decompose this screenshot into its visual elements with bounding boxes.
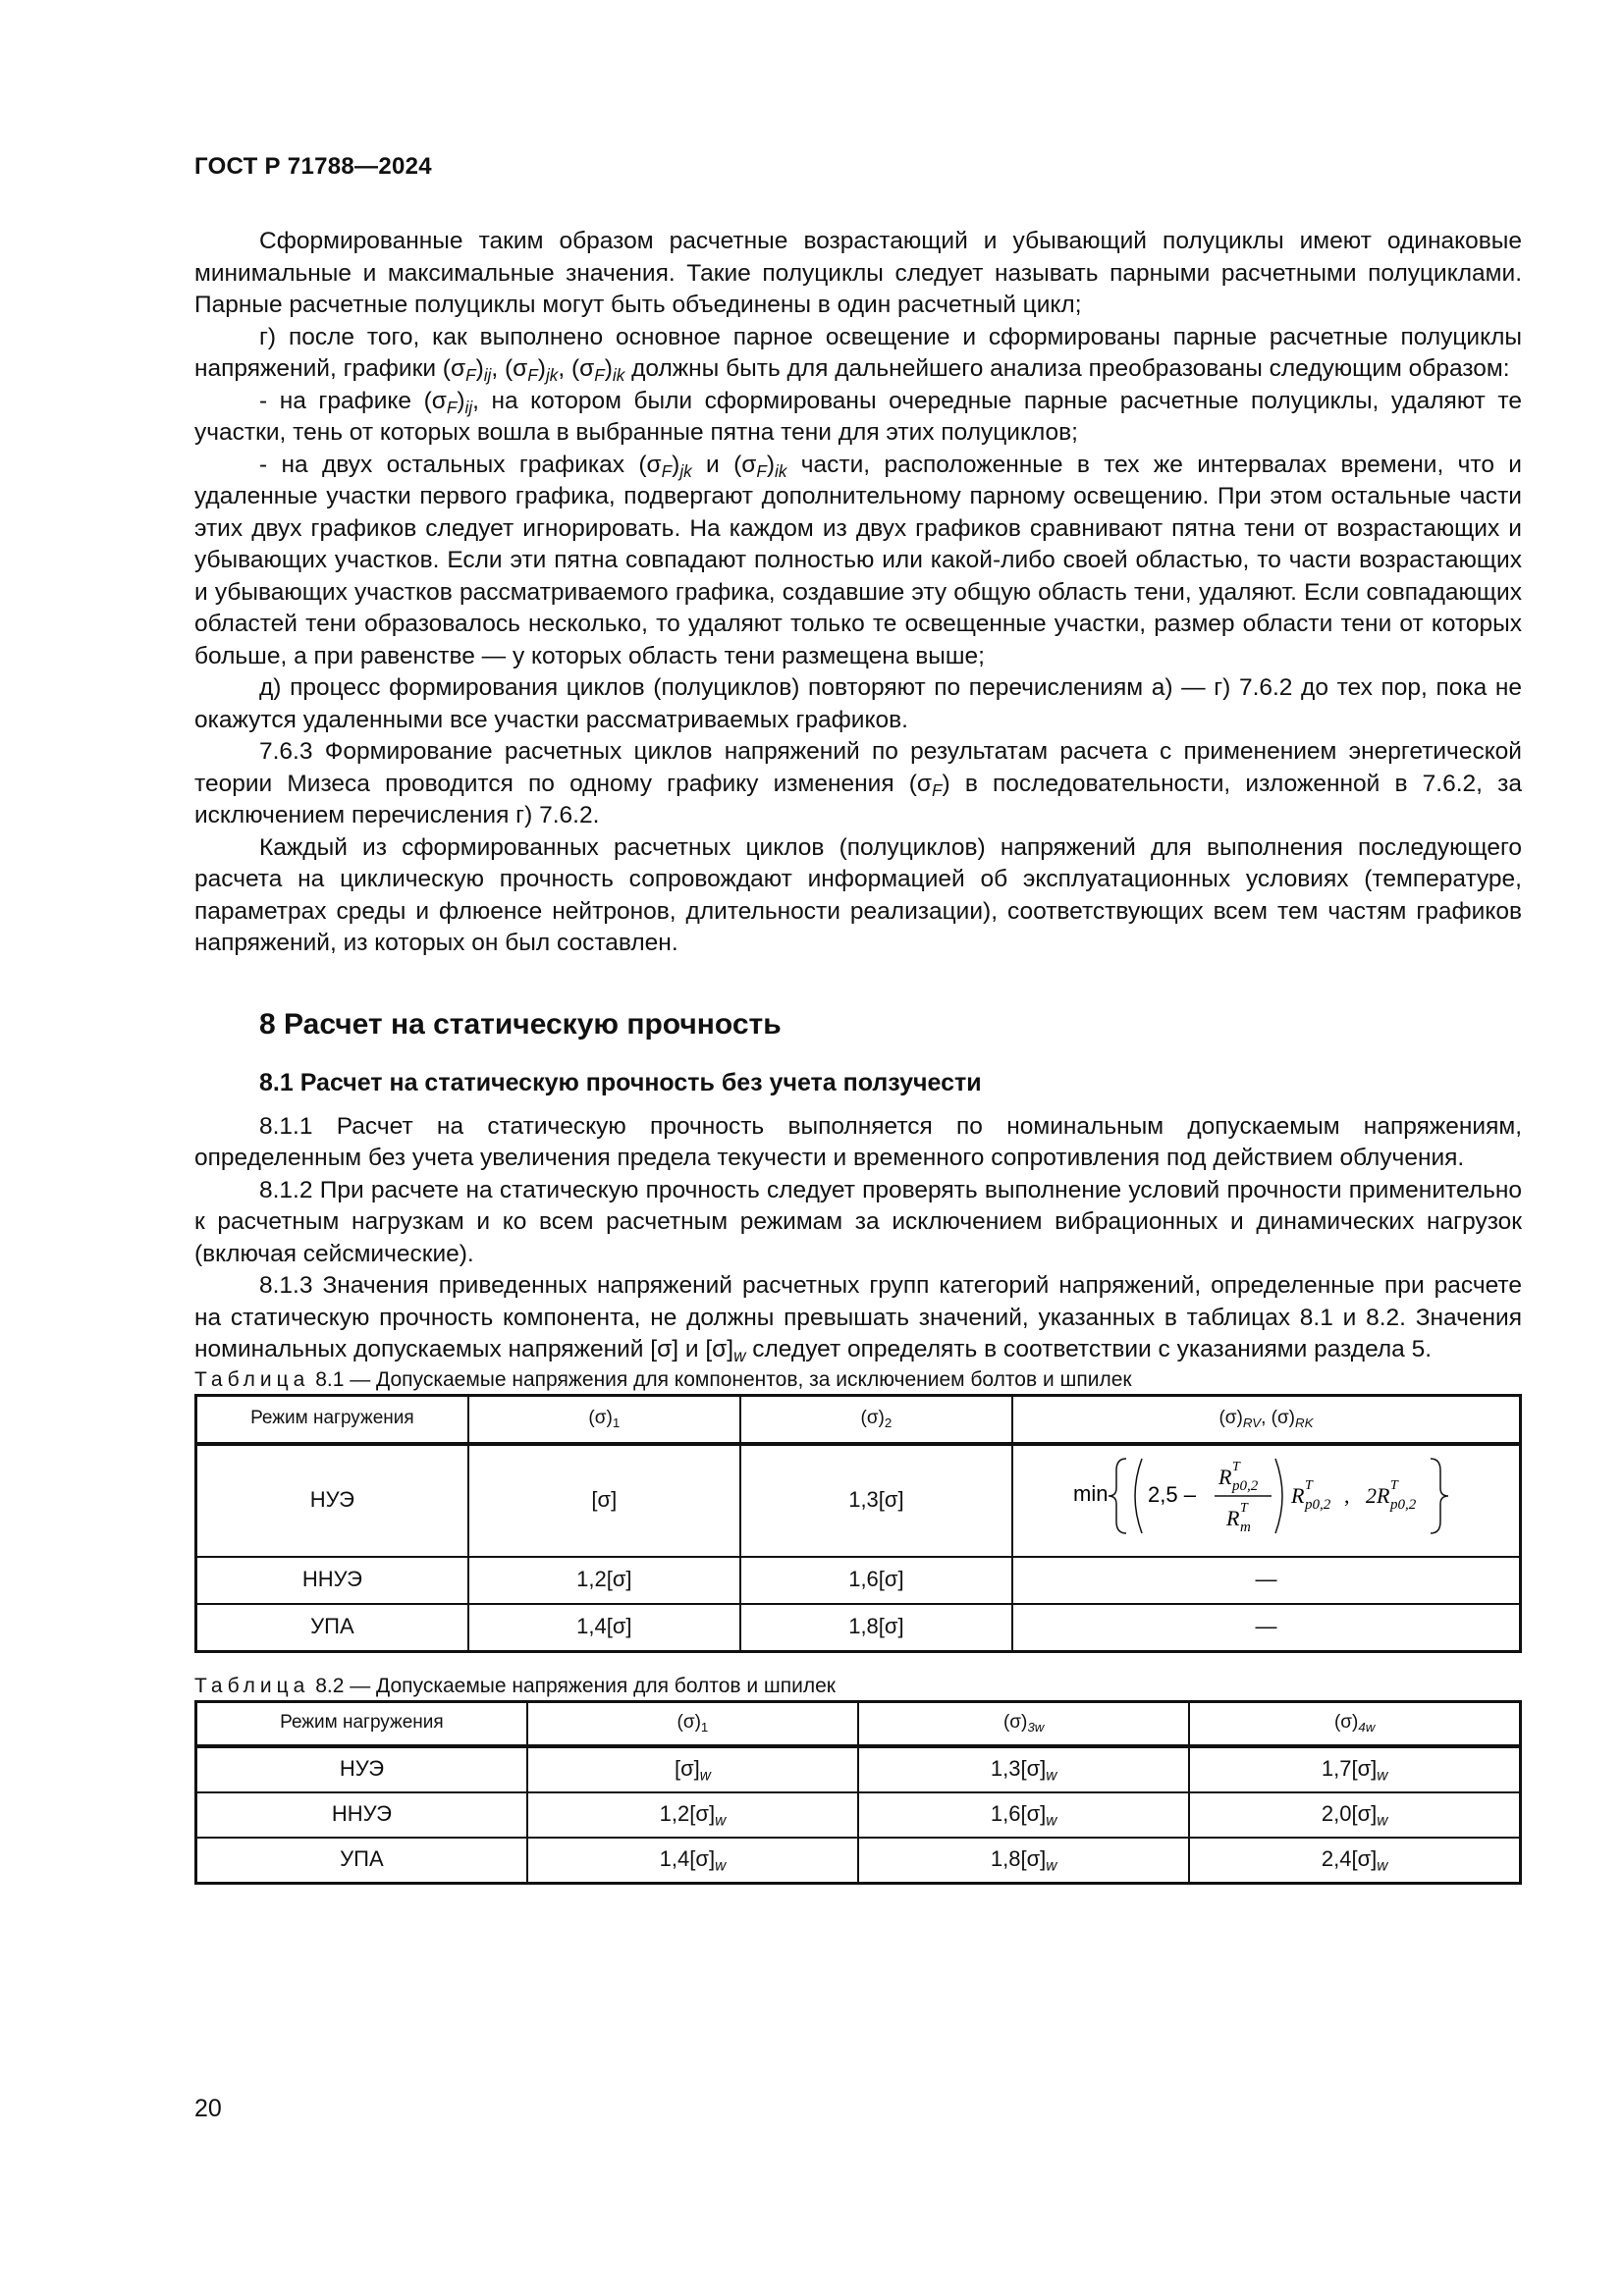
table-row: [196, 1557, 1521, 1604]
paragraph: д) процесс формирования циклов (полуциклов) повторяют по перечислениям а) — г) 7.6.2 до тех пор, пока не окажутся удаленными все участки рассматриваемых графиков.: [194, 674, 1522, 733]
paragraph: 8.1.2 При расчете на статическую прочность следует проверять выполнение условий прочности применительно к расчетным нагрузкам и ко всем расчетным режимам за исключением вибрационных и динамических нагрузок (включая сейсмические).: [194, 1176, 1522, 1267]
table-cell: 1,4[σ]: [468, 1604, 740, 1652]
table-row: [196, 1792, 1521, 1838]
table-cell: [σ]: [468, 1444, 740, 1557]
paragraph: 8.1.3 Значения приведенных напряжений расчетных групп категорий напряжений, определенные при расчете на статическую прочность компонента, не должны превышать значений, указанных в таблицах 8.1 и 8.2. Значения номинальных допускаемых напряжений [σ] и $[\sigma]_w$ следует определять в соответствии с указаниями раздела 5.: [194, 1272, 1522, 1366]
paragraph: 7.6.3 Формирование расчетных циклов напряжений по результатам расчета с применением энергетической теории Мизеса проводится по одному графику изменения $(\sigma_F)$ в последовательности, изложенной в 7.6.2, за исключением перечисления г) 7.6.2.: [194, 738, 1522, 828]
section-title: 8 Расчет на статическую прочность: [259, 1007, 782, 1041]
table-cell: УПА: [196, 1604, 468, 1652]
table-cell: $[\sigma]_w$: [527, 1746, 858, 1792]
header-cell: $(\sigma)_2$: [740, 1395, 1012, 1444]
header-cell: $(\sigma)_{3w}$: [858, 1701, 1189, 1746]
page-number: 20: [194, 2095, 222, 2122]
formula-den: R: [1226, 1505, 1240, 1530]
table-8-1: [194, 1394, 1522, 1653]
formula-num-sup: T: [1232, 1459, 1241, 1474]
formula-den-sub: m: [1240, 1519, 1252, 1535]
min-formula: [1069, 1447, 1462, 1545]
table-cell: ННУЭ: [196, 1792, 527, 1838]
formula-coef: 2,5 –: [1148, 1481, 1197, 1507]
formula-second: 2R: [1366, 1482, 1390, 1508]
table-cell: $1,3[\sigma]_w$: [858, 1746, 1189, 1792]
document-header: ГОСТ Р 71788—2024: [194, 153, 432, 180]
table-row: [196, 1604, 1521, 1652]
table-row: [196, 1838, 1521, 1884]
header-cell: $(\sigma)_{RV}$, $(\sigma)_{RK}$: [1012, 1395, 1521, 1444]
formula-mul: R: [1291, 1482, 1305, 1508]
subsection-title: 8.1 Расчет на статическую прочность без учета ползучести: [259, 1068, 982, 1096]
paragraph: 8.1.1 Расчет на статическую прочность выполняется по номинальным допускаемым напряжениям, определенным без учета увеличения предела текучести и временного сопротивления под действием облучения.: [194, 1112, 1522, 1171]
table-cell: $1,4[\sigma]_w$: [527, 1838, 858, 1884]
formula-comma: ,: [1344, 1482, 1350, 1508]
table-cell: $1,6[\sigma]_w$: [858, 1792, 1189, 1838]
table-cell: ННУЭ: [196, 1557, 468, 1604]
table-cell: —: [1012, 1604, 1521, 1652]
formula-min: min: [1073, 1480, 1109, 1506]
formula-den-sup: T: [1240, 1500, 1249, 1516]
table-cell-formula: [1012, 1444, 1521, 1557]
table-caption: Таблица 8.1 — Допускаемые напряжения для компонентов, за исключением болтов и шпилек: [194, 1367, 1132, 1391]
table-cell: 1,6[σ]: [740, 1557, 1012, 1604]
table-cell: 1,3[σ]: [740, 1444, 1012, 1557]
table-row: [196, 1746, 1521, 1792]
formula-num-sub: p0,2: [1232, 1477, 1259, 1494]
table-header-row: [196, 1395, 1521, 1444]
table-cell: $1,2[\sigma]_w$: [527, 1792, 858, 1838]
table-cell: 1,2[σ]: [468, 1557, 740, 1604]
table-cell: НУЭ: [196, 1746, 527, 1792]
header-cell: $(\sigma)_1$: [527, 1701, 858, 1746]
table-cell: УПА: [196, 1838, 527, 1884]
header-cell: $(\sigma)_1$: [468, 1395, 740, 1444]
table-8-2: [194, 1700, 1522, 1885]
table-cell: $2,0[\sigma]_w$: [1189, 1792, 1520, 1838]
formula-mul-sub: p0,2: [1305, 1496, 1331, 1513]
formula-mul-sup: T: [1305, 1477, 1314, 1493]
paragraph: - на графике $(\sigma_F)_{ij}$, на котором были сформированы очередные парные расчетные полуциклы, удаляют те участки, тень от которых вошла в выбранные пятна тени для этих полуциклов;: [194, 387, 1522, 446]
table-cell: $2,4[\sigma]_w$: [1189, 1838, 1520, 1884]
table-row: [196, 1444, 1521, 1557]
paragraph: Сформированные таким образом расчетные возрастающий и убывающий полуциклы имеют одинаковые минимальные и максимальные значения. Такие полуциклы следует называть парными расчетными полуциклами. Парные расчетные полуциклы могут быть объединены в один расчетный цикл;: [194, 228, 1522, 318]
header-cell: Режим нагружения: [196, 1701, 527, 1746]
table-cell: НУЭ: [196, 1444, 468, 1557]
table-cell: 1,8[σ]: [740, 1604, 1012, 1652]
paragraph: г) после того, как выполнено основное парное освещение и сформированы парные расчетные полуциклы напряжений, графики $(\sigma_F)_{ij}$, $(\sigma_F)_{jk}$, $(\sigma_F)_{ik}$ должны быть для дальнейшего анализа преобразованы следующим образом:: [194, 323, 1522, 386]
table-cell: $1,7[\sigma]_w$: [1189, 1746, 1520, 1792]
formula-second-sup: T: [1390, 1477, 1399, 1493]
table-cell: —: [1012, 1557, 1521, 1604]
header-cell: $(\sigma)_{4w}$: [1189, 1701, 1520, 1746]
paragraph: Каждый из сформированных расчетных циклов (полуциклов) напряжений для выполнения последующего расчета на циклическую прочность сопровождают информацией об эксплуатационных условиях (температуре, параметрах среды и флюенсе нейтронов, длительности реализации), соответствующих всем тем частям графиков напряжений, из которых он был составлен.: [194, 833, 1522, 956]
header-cell: Режим нагружения: [196, 1395, 468, 1444]
table-caption: Таблица 8.2 — Допускаемые напряжения для болтов и шпилек: [194, 1674, 836, 1697]
paragraph: - на двух остальных графиках $(\sigma_F)_{jk}$ и $(\sigma_F)_{ik}$ части, расположенные в тех же интервалах времени, что и удаленные участки первого графика, подвергают дополнительному парному освещению. При этом остальные части этих двух графиков следует игнорировать. На каждом из двух графиков сравнивают пятна тени от возрастающих и убывающих участков. Если эти пятна совпадают полностью или какой-либо своей областью, то части возрастающих и убывающих участков рассматриваемого графика, создавшие эту общую область тени, удаляют. Если совпадающих областей тени образовалось несколько, то удаляют только те освещенные участки, размер области тени от которых больше, а при равенстве — у которых область тени размещена выше;: [194, 451, 1522, 669]
document-body: [194, 226, 1522, 1885]
formula-num: R: [1218, 1464, 1232, 1489]
table-header-row: [196, 1701, 1521, 1746]
formula-second-sub: p0,2: [1390, 1496, 1417, 1513]
table-cell: $1,8[\sigma]_w$: [858, 1838, 1189, 1884]
